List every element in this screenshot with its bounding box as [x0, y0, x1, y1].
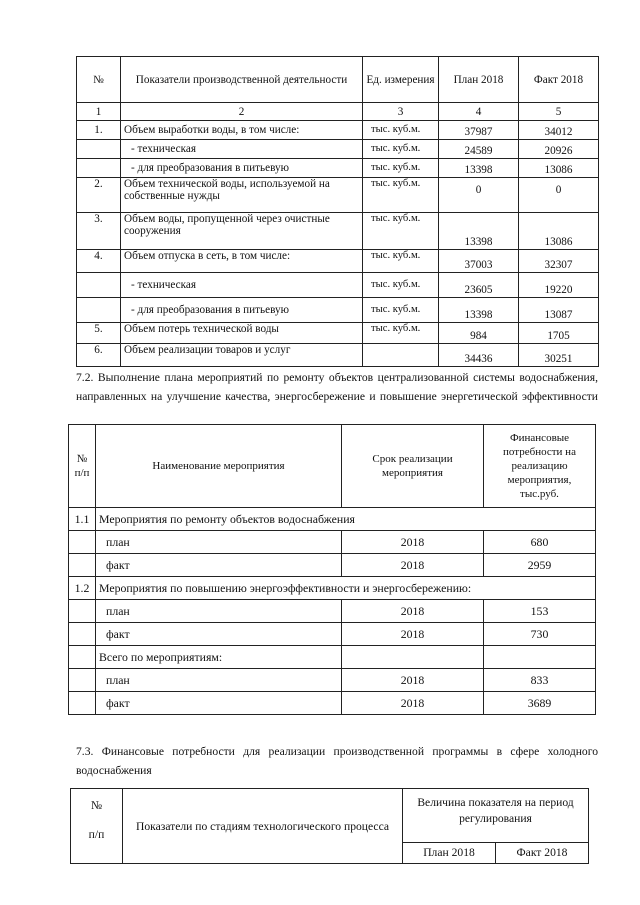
row-plan: 37987: [439, 121, 519, 140]
row-value: 3689: [484, 692, 596, 715]
row-label: план: [96, 600, 342, 623]
production-indicators-table: [76, 56, 599, 367]
header-num: №: [77, 57, 121, 103]
row-fact: 19220: [519, 273, 599, 298]
row-plan: 24589: [439, 140, 519, 159]
row-unit: тыс. куб.м.: [363, 121, 439, 140]
header-num-bottom: п/п: [88, 828, 105, 841]
row-plan: 13398: [439, 159, 519, 178]
row-plan: 34436: [439, 344, 519, 367]
row-plan: 13398: [439, 213, 519, 250]
financial-needs-table: [70, 788, 589, 864]
row-value: 680: [484, 531, 596, 554]
row-unit: [363, 344, 439, 367]
header-num: № п/п: [69, 425, 96, 508]
row-label: факт: [96, 554, 342, 577]
section-title: Мероприятия по ремонту объектов водоснабжения: [96, 508, 596, 531]
table-row: [77, 298, 599, 323]
table-row: [77, 178, 599, 213]
row-name: - для преобразования в питьевую: [121, 298, 363, 323]
row-num: 3.: [77, 213, 121, 250]
section-title: Мероприятия по повышению энергоэффективности и энергосбережению:: [96, 577, 596, 600]
row-year: 2018: [342, 531, 484, 554]
table-row: [69, 623, 596, 646]
repair-measures-table: [68, 424, 596, 715]
row-num: 6.: [77, 344, 121, 367]
row-name: Объем технической воды, используемой на собственные нужды: [121, 178, 363, 213]
row-name: Объем воды, пропущенной через очистные сооружения: [121, 213, 363, 250]
table-row: [77, 121, 599, 140]
col-number: 1: [77, 103, 121, 121]
section-num: 1.1: [69, 508, 96, 531]
row-year: 2018: [342, 623, 484, 646]
section-7-2-title: 7.2. Выполнение плана мероприятий по ремонту объектов централизованной системы водоснабжения, направленных на улучшение качества, энергосбережение и повышение энергетической эффективности: [76, 371, 598, 403]
row-num: 2.: [77, 178, 121, 213]
row-unit: тыс. куб.м.: [363, 178, 439, 213]
row-fact: 13086: [519, 159, 599, 178]
section-row: [69, 577, 596, 600]
header-plan: План 2018: [403, 842, 496, 863]
table-row: [77, 159, 599, 178]
total-row: [69, 646, 596, 669]
row-num: 5.: [77, 323, 121, 344]
row-fact: 30251: [519, 344, 599, 367]
row-label: план: [96, 669, 342, 692]
table-row: [77, 323, 599, 344]
row-fact: 20926: [519, 140, 599, 159]
table-row: [69, 554, 596, 577]
row-year: 2018: [342, 669, 484, 692]
header-indicator: Показатели производственной деятельности: [121, 57, 363, 103]
row-label: факт: [96, 692, 342, 715]
row-unit: тыс. куб.м.: [363, 273, 439, 298]
row-plan: 23605: [439, 273, 519, 298]
row-name: Объем выработки воды, в том числе:: [121, 121, 363, 140]
row-fact: 13087: [519, 298, 599, 323]
row-num: [77, 140, 121, 159]
row-name: Объем потерь технической воды: [121, 323, 363, 344]
row-label: план: [96, 531, 342, 554]
row-year: 2018: [342, 600, 484, 623]
header-finance: Финансовые потребности на реализацию мероприятия, тыс.руб.: [484, 425, 596, 508]
row-fact: 1705: [519, 323, 599, 344]
col-number: 2: [121, 103, 363, 121]
col-number: 4: [439, 103, 519, 121]
header-plan: План 2018: [439, 57, 519, 103]
row-name: Объем отпуска в сеть, в том числе:: [121, 250, 363, 273]
row-num: [77, 159, 121, 178]
table-row: [69, 531, 596, 554]
row-num: 4.: [77, 250, 121, 273]
col-number: 3: [363, 103, 439, 121]
row-value: 2959: [484, 554, 596, 577]
row-value: 153: [484, 600, 596, 623]
table3-header-row: [71, 789, 589, 843]
header-fact: Факт 2018: [496, 842, 589, 863]
header-measure: Наименование мероприятия: [96, 425, 342, 508]
table-row: [77, 213, 599, 250]
table-row: [77, 250, 599, 273]
row-plan: 13398: [439, 298, 519, 323]
header-num: [71, 789, 123, 864]
row-plan: 37003: [439, 250, 519, 273]
section-row: [69, 508, 596, 531]
table-row: [77, 344, 599, 367]
row-name: - техническая: [121, 273, 363, 298]
header-fact: Факт 2018: [519, 57, 599, 103]
table-row: [69, 600, 596, 623]
row-fact: 34012: [519, 121, 599, 140]
col-number: 5: [519, 103, 599, 121]
row-unit: тыс. куб.м.: [363, 213, 439, 250]
row-plan: 0: [439, 178, 519, 213]
row-fact: 13086: [519, 213, 599, 250]
row-num: 1.: [77, 121, 121, 140]
header-period: Величина показателя на период регулирования: [403, 789, 589, 843]
table1-colnum-row: [77, 103, 599, 121]
table-row: [77, 140, 599, 159]
row-unit: тыс. куб.м.: [363, 159, 439, 178]
section-num: 1.2: [69, 577, 96, 600]
row-year: 2018: [342, 554, 484, 577]
row-plan: 984: [439, 323, 519, 344]
row-unit: тыс. куб.м.: [363, 140, 439, 159]
table-row: [69, 669, 596, 692]
row-value: 833: [484, 669, 596, 692]
row-name: - техническая: [121, 140, 363, 159]
header-stages: Показатели по стадиям технологического процесса: [123, 789, 403, 864]
row-num: [77, 273, 121, 298]
header-unit: Ед. измерения: [363, 57, 439, 103]
row-num: [77, 298, 121, 323]
header-num-top: №: [90, 799, 103, 812]
row-unit: тыс. куб.м.: [363, 323, 439, 344]
row-value: 730: [484, 623, 596, 646]
row-label: факт: [96, 623, 342, 646]
header-term: Срок реализации мероприятия: [342, 425, 484, 508]
table-row: [77, 273, 599, 298]
row-fact: 32307: [519, 250, 599, 273]
section-7-3-title: 7.3. Финансовые потребности для реализации производственной программы в сфере холодного водоснабжения: [76, 745, 598, 777]
table2-header-row: [69, 425, 596, 508]
total-title: Всего по мероприятиям:: [96, 646, 342, 669]
row-fact: 0: [519, 178, 599, 213]
table1-header-row: [77, 57, 599, 103]
row-unit: тыс. куб.м.: [363, 250, 439, 273]
row-unit: тыс. куб.м.: [363, 298, 439, 323]
row-name: Объем реализации товаров и услуг: [121, 344, 363, 367]
table-row: [69, 692, 596, 715]
row-name: - для преобразования в питьевую: [121, 159, 363, 178]
row-year: 2018: [342, 692, 484, 715]
